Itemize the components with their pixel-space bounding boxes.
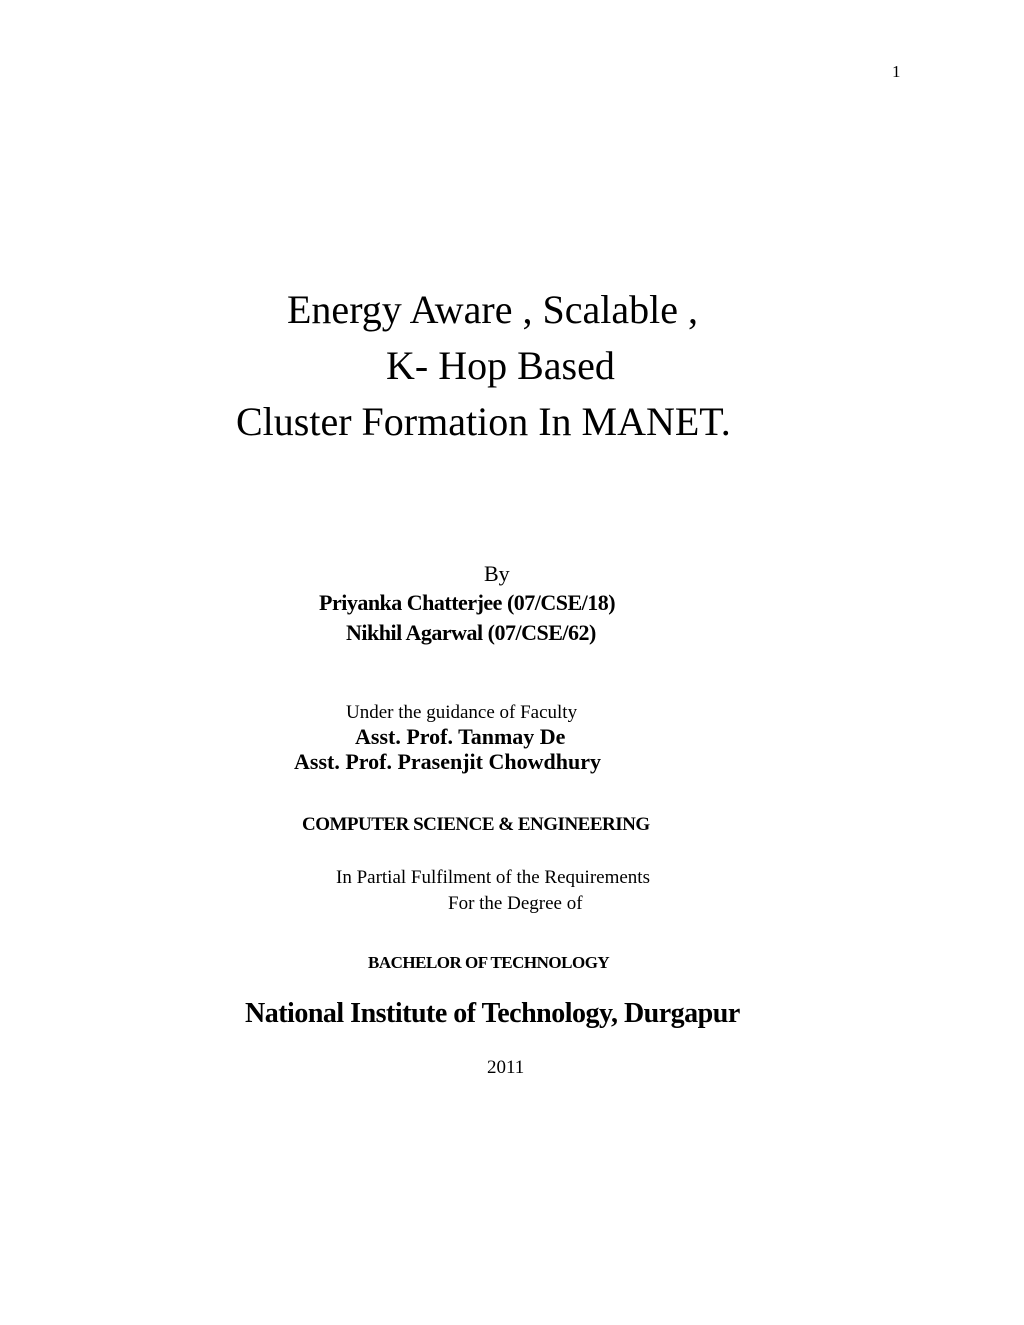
institute-name: National Institute of Technology, Durgapur [245, 998, 740, 1029]
page-number: 1 [892, 62, 901, 81]
year: 2011 [487, 1057, 525, 1078]
guidance-label: Under the guidance of Faculty [346, 702, 578, 723]
title-line-3: Cluster Formation In MANET. [236, 399, 731, 444]
fulfilment-line-1: In Partial Fulfilment of the Requirements [336, 867, 650, 888]
title-line-1: Energy Aware , Scalable , [287, 287, 698, 332]
title-line-2: K- Hop Based [386, 343, 615, 388]
author-1: Priyanka Chatterjee (07/CSE/18) [319, 590, 616, 615]
guide-2: Asst. Prof. Prasenjit Chowdhury [294, 749, 601, 774]
guide-1: Asst. Prof. Tanmay De [355, 724, 566, 749]
department: COMPUTER SCIENCE & ENGINEERING [302, 814, 650, 835]
degree: BACHELOR OF TECHNOLOGY [368, 953, 610, 972]
by-label: By [484, 561, 510, 586]
author-2: Nikhil Agarwal (07/CSE/62) [346, 620, 596, 645]
fulfilment-line-2: For the Degree of [448, 893, 583, 914]
